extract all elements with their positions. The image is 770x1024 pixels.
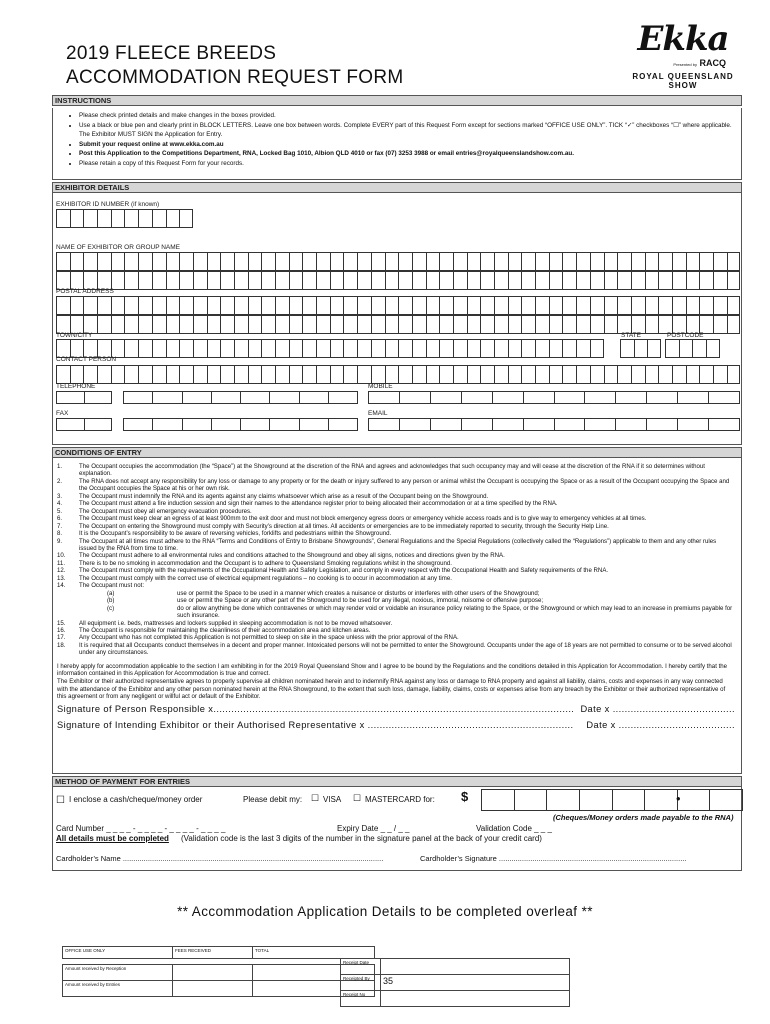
receipt-no-field[interactable] — [381, 991, 570, 1007]
debit-label: Please debit my: — [243, 795, 303, 804]
signature-person-responsible[interactable]: Signature of Person Responsible x......................................................................................................................... — [57, 703, 575, 714]
condition-text: The Occupant must comply with the requirements of the Occupational Health and Safety Legislation, and comply in every respect with the Occupational Health and Safety requirements of the RNA. — [79, 567, 609, 575]
condition-number: 12. — [57, 567, 66, 575]
telephone-area-field[interactable] — [56, 391, 112, 404]
receipt-date-label: Receipt Date — [341, 959, 381, 975]
office-use-table — [62, 946, 375, 997]
condition-text: The Occupant must adhere to all environmental rules and conditions attached to the Showground and obey all signs, notices and directions given by the RNA. — [79, 552, 505, 560]
condition-text: The Occupant must keep clear an egress of at least 900mm to the exit door and must not block emergency egress doors or emergency vehicle access roads and is to give way to emergency vehicles at all times. — [79, 515, 647, 523]
instruction-item: • Please retain a copy of this Request Form for your records. — [79, 159, 741, 169]
condition-item — [57, 530, 735, 537]
expiry-date[interactable]: Expiry Date _ _ / _ _ — [337, 824, 410, 833]
condition-number: 7. — [57, 522, 63, 530]
mastercard-label: MASTERCARD for: — [365, 795, 435, 804]
postcode-label: POSTCODE — [667, 332, 704, 339]
condition-text: It is required that all Occupants conduct themselves in a decent and proper manner. Intoxicated persons will not be permitted to enter the Showground. Occupants under the age of 18 years are not permitted to consume or to be served alcohol under any circumstances. — [79, 641, 732, 657]
visa-checkbox[interactable]: ☐ — [311, 793, 320, 803]
ekka-logo — [628, 20, 738, 92]
visa-label: VISA — [323, 795, 342, 804]
payment-section — [52, 787, 742, 871]
condition-item — [57, 575, 735, 582]
email-label: EMAIL — [368, 410, 388, 417]
condition-item — [57, 582, 735, 589]
exhibitor-id-boxes[interactable] — [56, 209, 193, 228]
enclose-label: I enclose a cash/cheque/money order — [69, 795, 203, 804]
decimal-point: ● — [675, 794, 681, 803]
signature-date-1[interactable]: Date x ......................................... — [580, 703, 735, 714]
contact-boxes[interactable] — [56, 365, 740, 384]
signature-date-2[interactable]: Date x ....................................... — [586, 720, 735, 731]
recv-entries-label: Amount received by Entries — [63, 981, 173, 997]
condition-number: 8. — [57, 530, 63, 538]
conditions-list — [57, 463, 735, 657]
declaration-text: I hereby apply for accommodation applicable to the section I am exhibiting in for the 2019 Royal Queensland Show and I agree to be bound by the Regulations and the conditions detailed in this Application for Accommodation. I hereby certify that the information contained in this Application for Accommodation is true and correct. — [57, 662, 728, 678]
condition-text: Any Occupant who has not completed this Application is not permitted to sleep on site in the space unless with the prior approval of the RNA. — [79, 634, 459, 642]
logo-racq: RACQ — [699, 58, 726, 68]
indemnity-text: The Exhibitor or their authorized representative agrees to properly supervise all children nominated herein and to indemnify RNA against any loss or damage to RNA property and against all liability, claims, costs and expenses in any way connected with the attendance of the Exhibitor and any other person nominated herein at the RNA Showground, to the extent that such loss, damage, liability, claims, costs or expenses arise from any breach by the Exhibitor or their authorized representative of this agreement or from any negligent or willful act or default of the Exhibitor. — [57, 677, 726, 701]
receipt-table — [340, 958, 570, 1007]
postal-label: POSTAL ADDRESS — [56, 288, 114, 295]
instructions-list — [52, 108, 742, 180]
condition-text: The RNA does not accept any responsibility for any loss or damage to any property or for the death or injury suffered to any person or animal whilst the Occupant is occupying the Space or as a result of the Occupant occupying the Space and the Occupant occupies the Space at his or her own risk. — [79, 477, 730, 493]
condition-number: (b) — [107, 597, 115, 605]
condition-text: The Occupant must obey all emergency evacuation procedures. — [79, 507, 252, 515]
fax-label: FAX — [56, 410, 69, 417]
page-title: 2019 FLEECE BREEDS ACCOMMODATION REQUEST FORM — [66, 43, 404, 88]
fax-area-field[interactable] — [56, 418, 112, 431]
condition-number: 10. — [57, 552, 66, 560]
payment-header: METHOD OF PAYMENT FOR ENTRIES — [52, 776, 742, 787]
condition-item — [57, 508, 735, 515]
exhibitor-id-label: EXHIBITOR ID NUMBER (if known) — [56, 201, 160, 208]
instruction-item: • Please check printed details and make changes in the boxes provided. — [79, 111, 741, 121]
condition-number: (c) — [107, 604, 115, 612]
condition-text: The Occupant must indemnify the RNA and its agents against any claims whatsoever which arise as a result of the Occupant being on the Showground. — [79, 492, 489, 500]
condition-item — [57, 463, 735, 478]
condition-number: 14. — [57, 582, 66, 590]
state-boxes[interactable] — [620, 339, 661, 358]
condition-text: There is to be no smoking in accommodation and the Occupant is to adhere to Queensland Smoking regulations whilst in the showground. — [79, 559, 452, 567]
exhibitor-section — [52, 193, 742, 445]
condition-item — [57, 500, 735, 507]
condition-item — [57, 590, 735, 597]
receipted-by-label: Receipted By — [341, 975, 381, 991]
telephone-label: TELEPHONE — [56, 383, 96, 390]
condition-item — [57, 567, 735, 574]
conditions-header: CONDITIONS OF ENTRY — [52, 447, 742, 458]
instruction-item: • Post this Application to the Competitions Department, RNA, Locked Bag 1010, Albion QLD 4010 or fax (07) 3253 3988 or email entries@royalqueenslandshow.com.au. — [79, 149, 741, 159]
condition-item — [57, 493, 735, 500]
condition-item — [57, 515, 735, 522]
name-boxes-row2[interactable] — [56, 271, 740, 290]
exhibitor-header: EXHIBITOR DETAILS — [52, 182, 742, 193]
validation-code[interactable]: Validation Code _ _ _ — [476, 824, 552, 833]
condition-number: 6. — [57, 515, 63, 523]
condition-number: 18. — [57, 641, 66, 649]
condition-item — [57, 605, 735, 620]
receipt-no-label: Receipt No — [341, 991, 381, 1007]
condition-item — [57, 634, 735, 641]
total-label: TOTAL — [253, 947, 375, 959]
mastercard-checkbox[interactable]: ☐ — [353, 793, 362, 803]
instruction-item: • Submit your request online at www.ekka.com.au — [79, 140, 741, 150]
condition-text: The Occupant occupies the accommodation (the “Space”) at the Showground at the discretion of the RNA and agrees and acknowledges that such occupancy may and will cease at the discretion of the RNA if it so determines without explanation. — [79, 463, 705, 478]
mobile-field[interactable] — [368, 391, 740, 404]
condition-text: It is the Occupant’s responsibility to be aware of reversing vehicles, forklifts and pedestrians within the Showground. — [79, 530, 392, 538]
postal-boxes-row1[interactable] — [56, 296, 740, 315]
condition-number: 15. — [57, 619, 66, 627]
recv-reception-label: Amount received by Reception — [63, 965, 173, 981]
office-use-label: OFFICE USE ONLY — [63, 947, 173, 959]
signature-exhibitor[interactable]: Signature of Intending Exhibitor or their Authorised Representative x ..................................................................... — [57, 720, 574, 731]
condition-item — [57, 620, 735, 627]
condition-text: The Occupant must attend a fire induction session and sign their names to the attendance register prior to being allocated their accommodation or at a time specified by the RNA. — [79, 500, 558, 508]
condition-text: The Occupant must comply with the correct use of electrical equipment regulations – no cooking is to occur in accommodation at any time. — [79, 574, 452, 582]
condition-number: 9. — [57, 537, 63, 545]
name-boxes-row1[interactable] — [56, 252, 740, 271]
mobile-label: MOBILE — [368, 383, 393, 390]
card-number[interactable]: Card Number _ _ _ _ - _ _ _ _ - _ _ _ _ - _ _ _ _ — [56, 824, 226, 833]
all-details-note: All details must be completed — [56, 834, 169, 843]
recv-reception-field[interactable] — [173, 965, 253, 981]
cardholder-signature[interactable]: Cardholder’s Signature .......................................................................................... — [420, 854, 687, 863]
condition-item — [57, 552, 735, 559]
telephone-field[interactable] — [123, 391, 358, 404]
condition-text: The Occupant at all times must adhere to the RNA “Terms and Conditions of Entry to Brisbane Showgrounds”, General Regulations and the Special Regulations (collectively called the “Regulations”) applicable to them and any other rules issued by the RNA from time to time. — [79, 537, 717, 552]
condition-text: The Occupant must not: — [79, 582, 145, 590]
receipt-date-field[interactable] — [381, 959, 570, 975]
payable-note: (Cheques/Money orders made payable to the RNA) — [553, 813, 734, 822]
condition-number: (a) — [107, 589, 115, 597]
condition-text: All equipment i.e. beds, mattresses and lockers supplied in sleeping accommodation is not to be moved whatsoever. — [79, 619, 393, 627]
condition-number: 3. — [57, 492, 63, 500]
fees-received-label: FEES RECEIVED — [173, 947, 253, 959]
condition-text: The Occupant on entering the Showground must comply with Security’s direction at all times. All accidents or emergencies are to be immediately reported to security, through the Security Help Line. — [79, 522, 609, 530]
signature-row-responsible — [57, 703, 735, 714]
dollar-sign: $ — [461, 789, 469, 804]
contact-label: CONTACT PERSON — [56, 356, 117, 363]
logo-tag: Presented by — [673, 62, 697, 67]
town-label: TOWN/CITY — [56, 332, 93, 339]
condition-text: The Occupant is responsible for maintaining the cleanliness of their accommodation area and kitchen areas. — [79, 626, 371, 634]
name-label: NAME OF EXHIBITOR OR GROUP NAME — [56, 244, 180, 251]
condition-item — [57, 560, 735, 567]
condition-text: use or permit the Space to be used in a manner which creates a nuisance or disturbs or interferes with other users of the Showground; — [177, 589, 540, 597]
condition-number: 5. — [57, 507, 63, 515]
signature-row-exhibitor — [57, 722, 735, 729]
condition-number: 2. — [57, 477, 63, 485]
condition-item — [57, 538, 735, 553]
condition-number: 4. — [57, 500, 63, 508]
condition-item — [57, 627, 735, 634]
instruction-item: • Use a black or blue pen and clearly print in BLOCK LETTERS. Leave one box between words. Complete EVERY part of this Request Form except for sections marked “OFFICE USE ONLY”. TICK “✓” checkboxes “☐” where applicable. The Exhibitor MUST SIGN the Application for Entry. — [79, 121, 741, 140]
fax-field[interactable] — [123, 418, 358, 431]
validation-note: (Validation code is the last 3 digits of the number in the signature panel at the back of your credit card) — [181, 834, 542, 843]
condition-number: 1. — [57, 463, 63, 470]
condition-item — [57, 642, 735, 657]
condition-number: 13. — [57, 574, 66, 582]
conditions-section — [52, 458, 742, 774]
condition-number: 16. — [57, 626, 66, 634]
show-name: ROYAL QUEENSLAND SHOW — [632, 72, 734, 90]
enclose-checkbox[interactable]: ☐ — [56, 795, 65, 806]
logo-text: Ekka — [637, 19, 729, 59]
postcode-boxes[interactable] — [665, 339, 720, 358]
amount-field[interactable] — [481, 789, 743, 811]
condition-item — [57, 597, 735, 604]
receipted-by-field[interactable]: 35 — [381, 975, 570, 991]
condition-text: do or allow anything be done which contravenes or which may render void or voidable an insurance policy relating to the Space, or the Showground or which may lead to an increase in premiums payable for such insurance. — [177, 604, 733, 620]
town-boxes[interactable] — [56, 339, 604, 358]
condition-number: 17. — [57, 634, 66, 642]
email-field[interactable] — [368, 418, 740, 431]
cardholder-name[interactable]: Cardholder’s Name ............................................................................................................................. — [56, 854, 384, 863]
overleaf-note: ** Accommodation Application Details to be completed overleaf ** — [177, 904, 593, 919]
condition-number: 11. — [57, 559, 66, 567]
state-label: STATE — [621, 332, 641, 339]
recv-entries-field[interactable] — [173, 981, 253, 997]
condition-text: use or permit the Space or any other part of the Showground to be used for any illegal, noxious, immoral, noisome or offensive purpose; — [177, 597, 544, 605]
condition-item — [57, 523, 735, 530]
condition-item — [57, 478, 735, 493]
instructions-header: INSTRUCTIONS — [52, 95, 742, 106]
